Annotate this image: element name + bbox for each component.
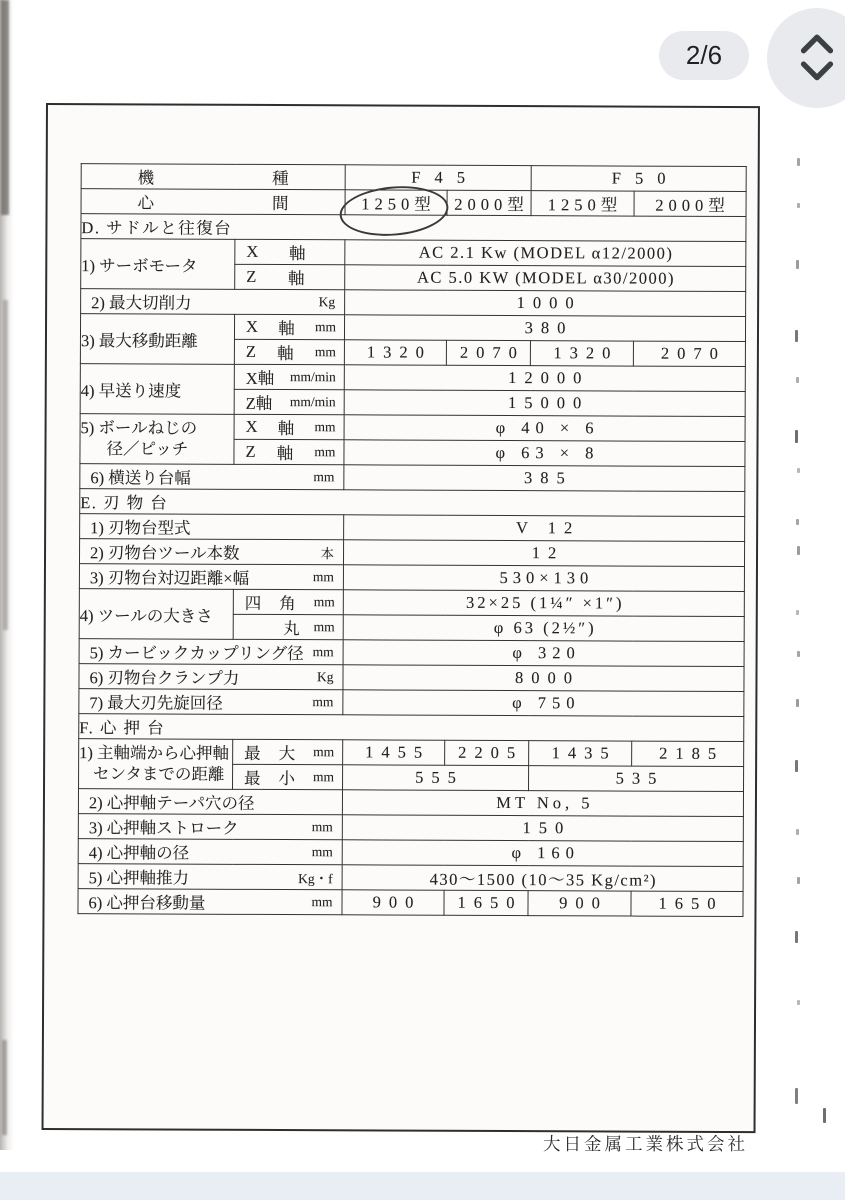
- value-cell: 430～1500 (10～35 Kg/cm²): [342, 865, 743, 892]
- scan-artifact: [2, 1040, 7, 1135]
- row-label-cell: 6) 刃物台クランプ力 Kg: [79, 664, 343, 690]
- row-label-cell: 4) 早送り速度: [80, 364, 234, 415]
- scan-artifact: [796, 699, 799, 707]
- header-label: 機: [137, 168, 155, 188]
- scan-artifact: [823, 1108, 826, 1123]
- axis-cell: Z軸 mm/min: [234, 389, 344, 414]
- scan-artifact: [797, 1000, 800, 1005]
- section-title: F. 心 押 台: [79, 714, 744, 742]
- spec-table: [77, 163, 746, 917]
- table-row: [79, 639, 744, 667]
- table-row: [79, 539, 744, 567]
- value-cell: 1650: [444, 890, 528, 915]
- value-cell: φ 63 × 8: [344, 440, 745, 467]
- section-title: D. サドルと往復台: [81, 214, 746, 242]
- value-cell: 385: [344, 465, 745, 492]
- viewer-bottom-strip: [0, 1172, 845, 1200]
- table-row: [78, 789, 743, 817]
- table-row: [79, 664, 744, 692]
- value-cell: 1000: [345, 290, 746, 317]
- row-label-cell: 3) 心押軸ストローク mm: [78, 814, 342, 840]
- scan-artifact: [797, 546, 800, 555]
- row-label-cell: 5) ボールねじの 径／ピッチ: [80, 414, 234, 465]
- table-row: [80, 514, 745, 542]
- model-f45-cell: F45: [345, 165, 531, 191]
- row-label-cell: 7) 最大刃先旋回径 mm: [79, 689, 343, 715]
- scan-artifact: [796, 260, 799, 269]
- table-row: [80, 314, 745, 342]
- value-cell: 900: [528, 891, 631, 916]
- value-cell: 32×25 (1¼″ ×1″): [343, 590, 744, 617]
- axis-cell: 最 小 mm: [233, 764, 343, 789]
- header-center-cell: [81, 189, 345, 215]
- axis-cell: 四 角 mm: [233, 589, 343, 614]
- value-cell: φ 750: [343, 690, 744, 717]
- scan-artifact: [1, 0, 9, 215]
- value-cell: AC 5.0 KW (MODEL α30/2000): [345, 265, 746, 292]
- scan-artifact: [797, 468, 800, 473]
- table-row: [80, 464, 745, 492]
- value-cell: 530×130: [343, 565, 744, 592]
- model-f50-cell: F50: [531, 166, 746, 192]
- value-cell: 12: [343, 540, 744, 567]
- row-label-cell: 5) 心押軸推力 Kg・f: [78, 864, 342, 890]
- value-cell: 380: [344, 315, 745, 342]
- value-cell: 2185: [632, 741, 744, 766]
- value-cell: V 12: [344, 515, 745, 542]
- value-cell: 1320: [530, 341, 633, 366]
- page-nav-button[interactable]: [767, 8, 845, 108]
- row-label-cell: 1) 主軸端から心押軸 センタまでの距離: [79, 739, 233, 790]
- table-row: [78, 839, 743, 867]
- scan-artifact: [797, 158, 800, 166]
- scan-artifact: [796, 829, 799, 835]
- scan-artifact: [797, 203, 800, 208]
- row-label-cell: 3) 最大移動距離: [80, 314, 234, 365]
- row-label-cell: 1) 刃物台型式: [80, 514, 344, 540]
- value-cell: 900: [342, 890, 444, 915]
- value-cell: 8000: [343, 665, 744, 692]
- table-row: [81, 289, 746, 317]
- value-cell: MT No, 5: [342, 790, 743, 817]
- axis-cell: 最 大 mm: [233, 739, 343, 764]
- row-label-cell: 2) 心押軸テーパ穴の径: [78, 789, 342, 815]
- table-row: [79, 689, 744, 717]
- scan-artifact: [795, 931, 798, 943]
- value-cell: AC 2.1 Kw (MODEL α12/2000): [345, 240, 746, 267]
- value-cell: φ 320: [343, 640, 744, 667]
- axis-cell: X 軸: [235, 239, 345, 264]
- axis-cell: Z 軸 mm: [234, 339, 344, 364]
- table-row: [78, 814, 743, 842]
- section-header-row: [80, 489, 745, 517]
- value-cell: 1320: [344, 340, 446, 365]
- value-cell: 15000: [344, 390, 745, 417]
- axis-cell: Z 軸 mm: [234, 439, 344, 464]
- value-cell: 555: [343, 765, 529, 791]
- value-cell: φ 40 × 6: [344, 415, 745, 442]
- row-label-cell: 6) 心押台移動量 mm: [78, 889, 342, 915]
- value-cell: 2070: [446, 340, 530, 365]
- value-cell: 12000: [344, 365, 745, 392]
- scan-artifact: [796, 610, 799, 615]
- row-label-cell: 4) 心押軸の径 mm: [78, 839, 342, 865]
- value-cell: 1455: [343, 740, 445, 765]
- scan-artifact: [795, 330, 798, 342]
- scan-artifact: [3, 300, 8, 630]
- document-frame: [42, 103, 760, 1133]
- variant-cell: 2000型: [447, 190, 531, 215]
- row-label-cell: 3) 刃物台対辺距離×幅 mm: [79, 564, 343, 590]
- axis-cell: 丸 mm: [233, 614, 343, 639]
- row-label-cell: 5) カービックカップリング径 mm: [79, 639, 343, 665]
- table-row: [78, 889, 743, 917]
- scan-artifact: [797, 877, 800, 884]
- scan-artifact: [796, 377, 799, 383]
- table-row: [80, 414, 745, 442]
- table-row: [79, 589, 744, 617]
- scan-artifact: [797, 651, 800, 657]
- section-header-row: [79, 714, 744, 742]
- scan-artifact: [795, 430, 798, 443]
- scan-artifact: [795, 760, 798, 772]
- table-row: [78, 864, 743, 892]
- page-indicator: 2/6: [659, 31, 749, 80]
- header-machine-cell: [81, 164, 345, 190]
- table-row: [79, 564, 744, 592]
- company-name: 大日金属工業株式会社: [543, 1134, 748, 1154]
- value-cell: 2205: [445, 740, 529, 765]
- value-cell: 1435: [529, 741, 632, 766]
- table-row: [81, 239, 746, 267]
- value-cell: 535: [529, 766, 744, 792]
- row-label-cell: 2) 刃物台ツール本数 本: [79, 539, 343, 565]
- value-cell: φ 63 (2½″): [343, 615, 744, 642]
- scan-artifact: [795, 1088, 798, 1104]
- value-cell: 150: [342, 815, 743, 842]
- section-title: E. 刃 物 台: [80, 489, 745, 517]
- scan-artifact: [796, 519, 799, 525]
- table-row: [80, 364, 745, 392]
- header-label: 種: [272, 168, 289, 189]
- value-cell: 1650: [631, 891, 743, 916]
- header-label: 心: [137, 193, 155, 213]
- row-label-cell: 4) ツールの大きさ: [79, 589, 233, 640]
- header-label: 間: [272, 193, 289, 214]
- axis-cell: X 軸 mm: [234, 414, 344, 439]
- variant-cell: 1250型: [345, 190, 447, 215]
- row-label-cell: 2) 最大切削力 Kg: [81, 289, 345, 315]
- row-label-cell: 6) 横送り台幅 mm: [80, 464, 344, 490]
- axis-cell: X軸 mm/min: [234, 364, 344, 389]
- value-cell: φ 160: [342, 840, 743, 867]
- axis-cell: X 軸 mm: [234, 314, 344, 339]
- chevron-up-down-icon[interactable]: [795, 29, 839, 87]
- value-cell: 2070: [633, 341, 745, 366]
- variant-cell: 1250型: [531, 191, 634, 216]
- variant-cell: 2000型: [634, 191, 746, 216]
- row-label-cell: 1) サーボモータ: [81, 239, 235, 290]
- axis-cell: Z 軸: [235, 264, 345, 289]
- table-row: [79, 739, 744, 767]
